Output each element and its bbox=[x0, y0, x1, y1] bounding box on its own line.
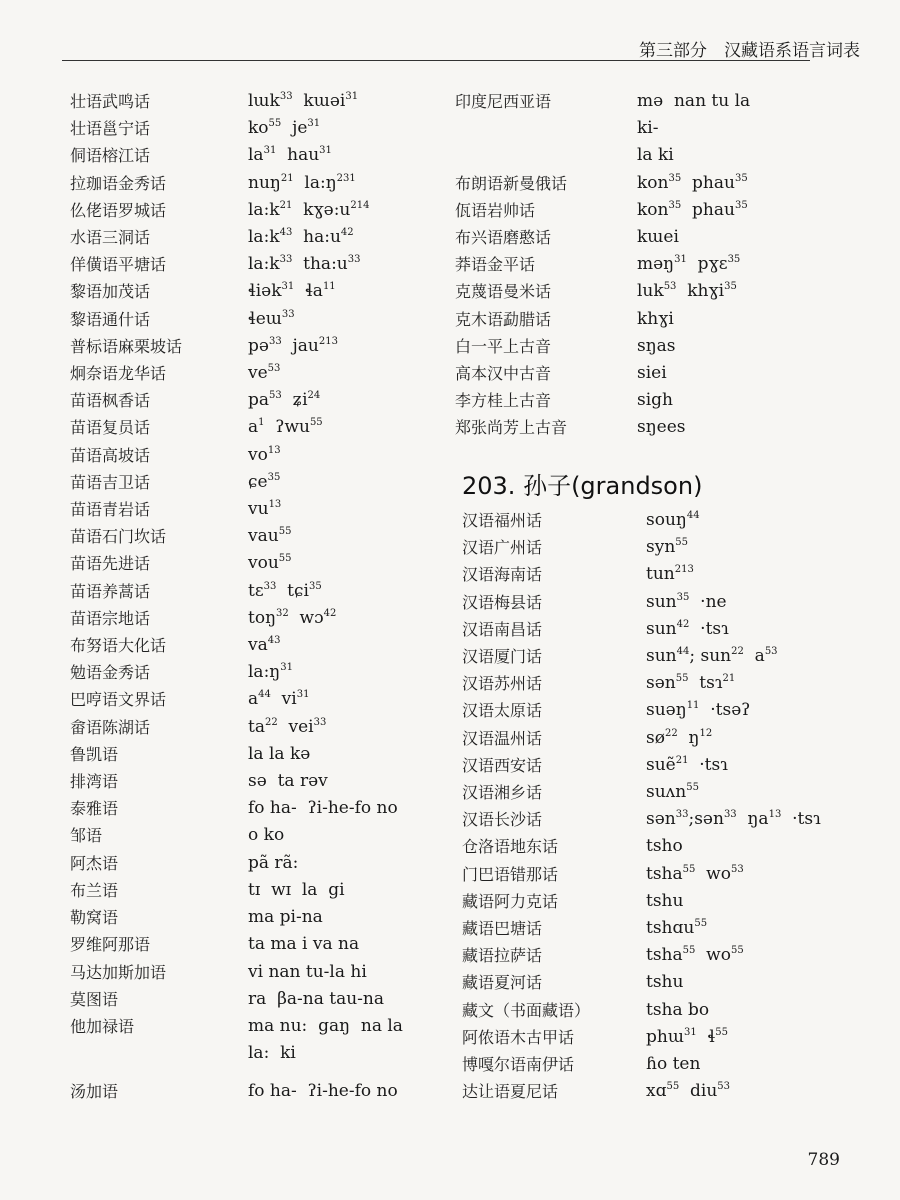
language-name: 达让语夏尼话 bbox=[462, 1082, 559, 1102]
word-form: tsha$^{55}$ $wo^{55}$ bbox=[646, 945, 744, 966]
word-entry bbox=[70, 1013, 430, 1067]
language-name: 汉语西安话 bbox=[462, 755, 543, 775]
word-entry bbox=[70, 931, 430, 958]
language-name: 苗语先进话 bbox=[70, 554, 151, 574]
word-form: $la:k^{21}$ $kɣə:u^{214}$ bbox=[248, 199, 370, 220]
word-form: ɦo ten bbox=[646, 1054, 701, 1075]
word-form: suẽ$^{21}$ ·tsɿ bbox=[646, 754, 728, 775]
word-entry bbox=[462, 752, 882, 779]
word-form: kɯei bbox=[637, 227, 679, 248]
word-form: $pa^{53}$ ʑi$^{24}$ bbox=[248, 390, 321, 411]
language-name: 汉语长沙话 bbox=[462, 810, 543, 830]
word-form: tsha bo bbox=[646, 999, 710, 1020]
language-name: 他加禄语 bbox=[70, 1016, 135, 1036]
language-name: 苗语复员话 bbox=[70, 418, 151, 438]
word-entry bbox=[70, 251, 430, 278]
language-name: 仓洛语地东话 bbox=[462, 837, 559, 857]
word-form: siei bbox=[637, 363, 667, 384]
word-form: khɣi bbox=[637, 308, 674, 329]
word-form: $va^{43}$ bbox=[248, 635, 281, 656]
word-entry bbox=[462, 1024, 882, 1051]
language-name: 罗维阿那语 bbox=[70, 935, 151, 955]
language-name: 黎语加茂话 bbox=[70, 282, 151, 302]
word-form: $ve^{53}$ bbox=[248, 363, 281, 384]
word-entry bbox=[462, 806, 882, 833]
language-name: 畲语陈湖话 bbox=[70, 717, 151, 737]
word-entry bbox=[70, 414, 430, 441]
word-entry bbox=[70, 278, 430, 305]
language-name: 白一平上古音 bbox=[455, 336, 552, 356]
section-title: 203. 孙子(grandson) bbox=[462, 472, 703, 500]
word-form: ma pi-na bbox=[248, 907, 323, 928]
word-entry bbox=[455, 414, 855, 441]
word-form: fo ha- ʔi-he-fo no bbox=[248, 798, 398, 819]
language-name: 侗语榕江话 bbox=[70, 146, 151, 166]
word-entry bbox=[455, 306, 855, 333]
word-entry bbox=[70, 632, 430, 659]
language-name: 苗语石门坎话 bbox=[70, 527, 167, 547]
word-form: sən$^{55}$ tsɿ$^{21}$ bbox=[646, 673, 736, 694]
language-name: 藏语巴塘话 bbox=[462, 919, 543, 939]
word-entry bbox=[70, 877, 430, 904]
word-entry bbox=[455, 360, 855, 387]
language-name: 佯僙语平塘话 bbox=[70, 255, 167, 275]
word-form: kon$^{35}$ phau$^{35}$ bbox=[637, 199, 748, 220]
language-name: 布朗语新曼俄话 bbox=[455, 173, 568, 193]
word-form: ɬiək$^{31}$ ɬa$^{11}$ bbox=[248, 281, 336, 302]
word-entry bbox=[462, 643, 882, 670]
word-entry bbox=[462, 534, 882, 561]
word-entry bbox=[70, 224, 430, 251]
language-name: 仫佬语罗城话 bbox=[70, 200, 167, 220]
word-form: suəŋ$^{11}$ ·tsəʔ bbox=[646, 700, 751, 721]
word-entry bbox=[462, 697, 882, 724]
word-form: ma nu: gaŋ na la la: ki bbox=[248, 1015, 403, 1064]
word-entry bbox=[462, 1051, 882, 1078]
word-form: tshɑu$^{55}$ bbox=[646, 918, 708, 939]
header-rule bbox=[62, 60, 810, 61]
language-name: 布兰语 bbox=[70, 880, 119, 900]
language-name: 印度尼西亚语 bbox=[455, 92, 552, 111]
word-list-left bbox=[70, 88, 430, 1106]
word-entry bbox=[70, 496, 430, 523]
word-form: sun$^{35}$ ·ne bbox=[646, 591, 727, 612]
word-entry bbox=[462, 1078, 882, 1105]
entry-spacer bbox=[70, 1067, 430, 1078]
word-entry bbox=[70, 550, 430, 577]
word-entry bbox=[462, 942, 882, 969]
word-form: $ko^{55}$ $je^{31}$ bbox=[248, 118, 321, 139]
word-entry bbox=[462, 861, 882, 888]
word-form: nuŋ$^{21}$ $la:ŋ^{231}$ bbox=[248, 172, 356, 193]
word-entry bbox=[462, 833, 882, 860]
word-entry bbox=[455, 88, 855, 170]
word-entry bbox=[455, 224, 855, 251]
language-name: 汉语太原话 bbox=[462, 701, 543, 721]
language-name: 藏文（书面藏语） bbox=[462, 1000, 591, 1020]
language-name: 壮语邕宁话 bbox=[70, 119, 151, 139]
word-form: tshu bbox=[646, 890, 684, 911]
language-name: 汉语海南话 bbox=[462, 565, 543, 585]
word-form: luk$^{53}$ khɣi$^{35}$ bbox=[637, 281, 737, 302]
word-form: xɑ$^{55}$ diu$^{53}$ bbox=[646, 1081, 731, 1102]
word-list-right-top bbox=[455, 88, 855, 442]
language-name: 苗语青岩话 bbox=[70, 500, 151, 520]
word-form: sigh bbox=[637, 390, 673, 411]
word-form: o ko bbox=[248, 825, 285, 846]
language-name: 炯奈语龙华话 bbox=[70, 364, 167, 384]
language-name: 水语三洞话 bbox=[70, 228, 151, 248]
word-form: sun$^{44}$; sun$^{22}$ $a^{53}$ bbox=[646, 646, 778, 667]
word-entry bbox=[70, 469, 430, 496]
word-form: la la kə bbox=[248, 743, 311, 764]
word-form: souŋ$^{44}$ bbox=[646, 510, 700, 530]
word-form: məŋ$^{31}$ pɣɛ$^{35}$ bbox=[637, 254, 741, 275]
word-entry bbox=[455, 170, 855, 197]
word-form: toŋ$^{32}$ wɔ$^{42}$ bbox=[248, 607, 337, 628]
language-name: 郑张尚芳上古音 bbox=[455, 418, 568, 438]
word-entry bbox=[462, 589, 882, 616]
word-form: fo ha- ʔi-he-fo no bbox=[248, 1081, 398, 1102]
language-name: 苗语枫香话 bbox=[70, 391, 151, 411]
word-form: syn$^{55}$ bbox=[646, 537, 689, 558]
word-entry bbox=[70, 88, 430, 115]
language-name: 鲁凯语 bbox=[70, 744, 119, 764]
language-name: 苗语高坡话 bbox=[70, 445, 151, 465]
word-form: sun$^{42}$ ·tsɿ bbox=[646, 618, 729, 639]
word-entry bbox=[70, 714, 430, 741]
language-name: 藏语拉萨话 bbox=[462, 946, 543, 966]
language-name: 布兴语磨憨话 bbox=[455, 228, 552, 248]
word-form: lɯk$^{33}$ kɯəi$^{31}$ bbox=[248, 91, 359, 111]
word-form: $vu^{13}$ bbox=[248, 499, 282, 520]
word-form: pã rã: bbox=[248, 852, 299, 873]
word-entry bbox=[70, 142, 430, 169]
word-entry bbox=[70, 904, 430, 931]
word-entry bbox=[462, 915, 882, 942]
word-entry bbox=[70, 986, 430, 1013]
language-name: 苗语宗地话 bbox=[70, 608, 151, 628]
language-name: 邹语 bbox=[70, 826, 103, 846]
word-entry bbox=[70, 1078, 430, 1105]
language-name: 苗语养蒿话 bbox=[70, 581, 151, 601]
word-entry bbox=[70, 605, 430, 632]
language-name: 布努语大化话 bbox=[70, 636, 167, 656]
language-name: 佤语岩帅话 bbox=[455, 200, 536, 220]
word-form: $la^{31}$ hau$^{31}$ bbox=[248, 145, 332, 166]
language-name: 高本汉中古音 bbox=[455, 364, 552, 384]
word-entry bbox=[462, 616, 882, 643]
word-form: vou$^{55}$ bbox=[248, 553, 292, 574]
word-form: tsha$^{55}$ $wo^{53}$ bbox=[646, 863, 744, 884]
word-entry bbox=[70, 442, 430, 469]
word-form: sə ta rəv bbox=[248, 771, 328, 792]
word-form: tɪ wɪ la gi bbox=[248, 879, 345, 900]
word-form: ta ma i va na bbox=[248, 934, 360, 955]
word-form: vau$^{55}$ bbox=[248, 526, 292, 547]
language-name: 泰雅语 bbox=[70, 799, 119, 819]
word-entry bbox=[70, 170, 430, 197]
word-form: sŋas bbox=[637, 335, 676, 356]
word-entry bbox=[455, 387, 855, 414]
language-name: 巴哼语文界话 bbox=[70, 690, 167, 710]
word-entry bbox=[462, 969, 882, 996]
language-name: 普标语麻栗坡话 bbox=[70, 336, 183, 356]
language-name: 勉语金秀话 bbox=[70, 663, 151, 683]
word-form: $la:k^{43}$ $ha:u^{42}$ bbox=[248, 227, 354, 248]
language-name: 莽语金平话 bbox=[455, 255, 536, 275]
language-name: 黎语通什话 bbox=[70, 309, 151, 329]
word-form: sən$^{33}$;sən$^{33}$ $ŋa^{13}$ ·tsɿ bbox=[646, 809, 821, 830]
language-name: 勒窝语 bbox=[70, 908, 119, 928]
language-name: 汉语福州话 bbox=[462, 511, 543, 530]
word-form: phɯ$^{31}$ ɬ$^{55}$ bbox=[646, 1026, 728, 1047]
word-form: $la:k^{33}$ $tha:u^{33}$ bbox=[248, 254, 361, 275]
page-number: 789 bbox=[807, 1150, 840, 1170]
language-name: 汉语梅县话 bbox=[462, 592, 543, 612]
language-name: 马达加斯加语 bbox=[70, 962, 167, 982]
word-entry bbox=[70, 741, 430, 768]
word-form: vi nan tu-la hi bbox=[248, 961, 367, 982]
language-name: 克蔑语曼米话 bbox=[455, 282, 552, 302]
language-name: 汉语苏州话 bbox=[462, 674, 543, 694]
language-name: 苗语吉卫话 bbox=[70, 472, 151, 492]
word-list-right-bottom bbox=[462, 507, 882, 1105]
word-form: tɛ$^{33}$ tɕi$^{35}$ bbox=[248, 580, 322, 601]
word-entry bbox=[462, 561, 882, 588]
word-form: $a^1$ ʔwu$^{55}$ bbox=[248, 417, 323, 438]
word-form: kon$^{35}$ phau$^{35}$ bbox=[637, 172, 748, 193]
word-entry bbox=[70, 115, 430, 142]
language-name: 汉语厦门话 bbox=[462, 647, 543, 667]
word-form: $vo^{13}$ bbox=[248, 444, 281, 465]
word-entry bbox=[462, 997, 882, 1024]
word-form: ɬeɯ$^{33}$ bbox=[248, 308, 295, 329]
language-name: 阿杰语 bbox=[70, 853, 119, 873]
word-entry bbox=[70, 523, 430, 550]
word-entry bbox=[70, 306, 430, 333]
word-entry bbox=[455, 251, 855, 278]
word-entry bbox=[70, 850, 430, 877]
word-entry bbox=[462, 670, 882, 697]
word-entry bbox=[70, 822, 430, 849]
word-entry bbox=[455, 333, 855, 360]
language-name: 门巴语错那话 bbox=[462, 864, 559, 884]
word-form: ɕe$^{35}$ bbox=[248, 471, 281, 492]
language-name: 莫图语 bbox=[70, 989, 119, 1009]
language-name: 阿侬语木古甲话 bbox=[462, 1027, 575, 1047]
word-entry bbox=[70, 795, 430, 822]
word-form: tun$^{213}$ bbox=[646, 564, 694, 585]
word-entry bbox=[462, 507, 882, 534]
word-entry bbox=[70, 387, 430, 414]
word-entry bbox=[70, 959, 430, 986]
language-name: 汉语温州话 bbox=[462, 728, 543, 748]
word-entry bbox=[462, 779, 882, 806]
language-name: 汉语湘乡话 bbox=[462, 783, 543, 803]
word-form: $ta^{22}$ vei$^{33}$ bbox=[248, 716, 327, 737]
language-name: 汉语南昌话 bbox=[462, 619, 543, 639]
language-name: 藏语阿力克话 bbox=[462, 891, 559, 911]
word-entry bbox=[462, 888, 882, 915]
word-entry bbox=[70, 197, 430, 224]
word-form: $la:ŋ^{31}$ bbox=[248, 662, 293, 683]
language-name: 排湾语 bbox=[70, 772, 119, 792]
word-entry bbox=[462, 725, 882, 752]
word-form: tshu bbox=[646, 972, 684, 993]
word-entry bbox=[70, 659, 430, 686]
word-entry bbox=[455, 278, 855, 305]
word-form: sŋees bbox=[637, 417, 686, 438]
word-entry bbox=[70, 768, 430, 795]
word-form: $sø^{22}$ $ŋ^{12}$ bbox=[646, 727, 713, 748]
running-header: 第三部分 汉藏语系语言词表 bbox=[639, 41, 860, 61]
language-name: 汤加语 bbox=[70, 1082, 119, 1102]
language-name: 李方桂上古音 bbox=[455, 391, 552, 411]
word-form: $a^{44}$ $vi^{31}$ bbox=[248, 689, 310, 710]
language-name: 汉语广州话 bbox=[462, 538, 543, 558]
word-entry bbox=[70, 333, 430, 360]
word-entry bbox=[70, 360, 430, 387]
word-form: tsho bbox=[646, 836, 683, 857]
word-form: suʌn$^{55}$ bbox=[646, 782, 699, 803]
word-form: mə nan tu la ki- la ki bbox=[637, 91, 756, 166]
language-name: 博嘎尔语南伊话 bbox=[462, 1055, 575, 1075]
language-name: 拉珈语金秀话 bbox=[70, 173, 167, 193]
word-form: pə$^{33}$ jau$^{213}$ bbox=[248, 335, 338, 356]
word-entry bbox=[455, 197, 855, 224]
language-name: 克木语勐腊话 bbox=[455, 309, 552, 329]
word-entry bbox=[70, 578, 430, 605]
word-entry bbox=[70, 686, 430, 713]
word-form: ra βa-na tau-na bbox=[248, 988, 385, 1009]
language-name: 藏语夏河话 bbox=[462, 973, 543, 993]
language-name: 壮语武鸣话 bbox=[70, 92, 151, 111]
